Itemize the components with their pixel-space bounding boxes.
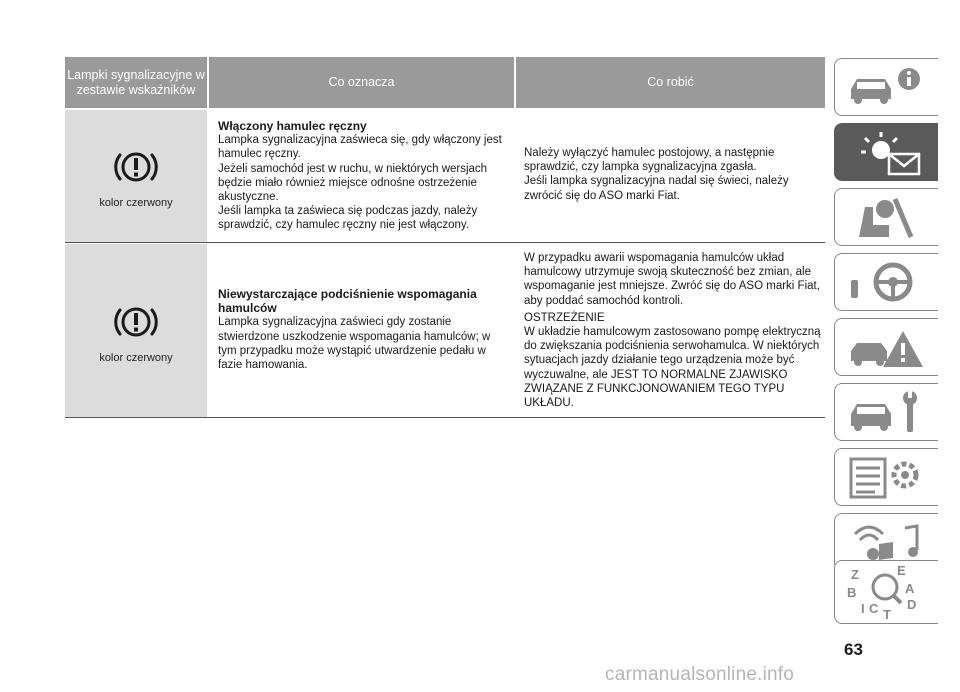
tab-car-info[interactable] [834,58,938,116]
alphabet-index-icon [845,563,929,621]
index-letter: B [847,585,857,600]
tab-emergency[interactable] [834,318,938,376]
row-divider [65,242,825,243]
page-number: 63 [844,640,863,659]
index-letter: C [869,601,879,616]
row2-means-cell [218,287,510,372]
index-letter: A [905,581,915,596]
tab-starting-driving[interactable] [834,253,938,311]
steering-wheel-key-icon [845,260,929,306]
row1-todo-cell [524,146,824,203]
row2-means-text: Lampka sygnalizacyjna zaświeci gdy zostanie stwierdzone uszkodzenie wspomagania hamulców; w tym przypadku może wystąpić utwardzenie pedału w fazie hamowania. [218,316,491,372]
warning-title: OSTRZEŻENIE [524,311,605,324]
spec-list-gear-icon [845,455,929,501]
car-breakdown-warning-icon [845,325,929,371]
index-letter: Z [851,567,859,582]
index-letter: E [897,563,906,578]
index-letter: D [907,597,917,612]
row1-todo-text: Należy wyłączyć hamulec postojowy, a następnie sprawdzić, czy lampka sygnalizacyjna zgasła. Jeśli lampka sygnalizacyjna nadal się świeci, należy zwrócić się do ASO marki Fiat. [524,147,789,202]
watermark: carmanualsonline.info [605,664,795,685]
tab-technical-data[interactable] [834,448,938,506]
warning-lamp-cell [65,244,207,417]
warning-text: W układzie hamulcowym zastosowano pompę elektryczną do zwiększania podciśnienia serwohamulca. W niektórych sytuacjach jazdy działanie tego urządzenia może być wyczuwalne, ale JEST TO NORMALNE ZJAWISKO ZWIĄZANE Z FUNKCJONOWANIEM TEGO TYPU UKŁADU. [524,326,821,410]
airbag-seat-icon [845,195,929,241]
tab-safety[interactable] [834,188,938,246]
lamp-color-label: kolor czerwony [99,197,173,209]
brake-warning-icon [112,298,160,346]
tab-warning-lights[interactable] [834,123,938,181]
row2-todo-text: W przypadku awarii wspomagania hamulców układ hamulcowy utrzymuje swoją skuteczność bez zmian, ale wspomaganie jest mniejsze. Zwróć się do ASO marki Fiat, aby poddać samochód kontroli. [524,252,820,307]
tab-index[interactable] [834,560,938,624]
row1-means-cell [218,119,510,233]
row2-means-title: Niewystarczające podciśnienie wspomagania hamulców [218,287,477,316]
header-lamp: Lampki sygnalizacyjne w zestawie wskaźników [65,57,207,108]
warning-lights-envelope-icon [845,130,929,176]
header-means: Co oznacza [209,57,514,108]
index-letter: I [861,601,865,616]
car-info-icon [845,65,929,111]
table-bottom-divider [65,417,825,418]
row1-means-title: Włączony hamulec ręczny [218,119,367,133]
brake-warning-icon [112,143,160,191]
car-wrench-icon [845,390,929,436]
tab-servicing[interactable] [834,383,938,441]
row1-means-text: Lampka sygnalizacyjna zaświeca się, gdy włączony jest hamulec ręczny. Jeżeli samochód jest w ruchu, w niektórych wersjach będzie miało również miejsce odnośne ostrzeżenie akustyczne. Jeśli lampka ta zaświeca się podczas jazdy, należy sprawdzić, czy hamulec ręczny nie jest włączony. [218,134,502,232]
header-todo: Co robić [516,57,825,108]
lamp-color-label: kolor czerwony [99,351,173,364]
index-letter: T [883,607,891,621]
warning-lamp-cell [65,110,207,242]
row2-todo-cell [524,251,826,410]
